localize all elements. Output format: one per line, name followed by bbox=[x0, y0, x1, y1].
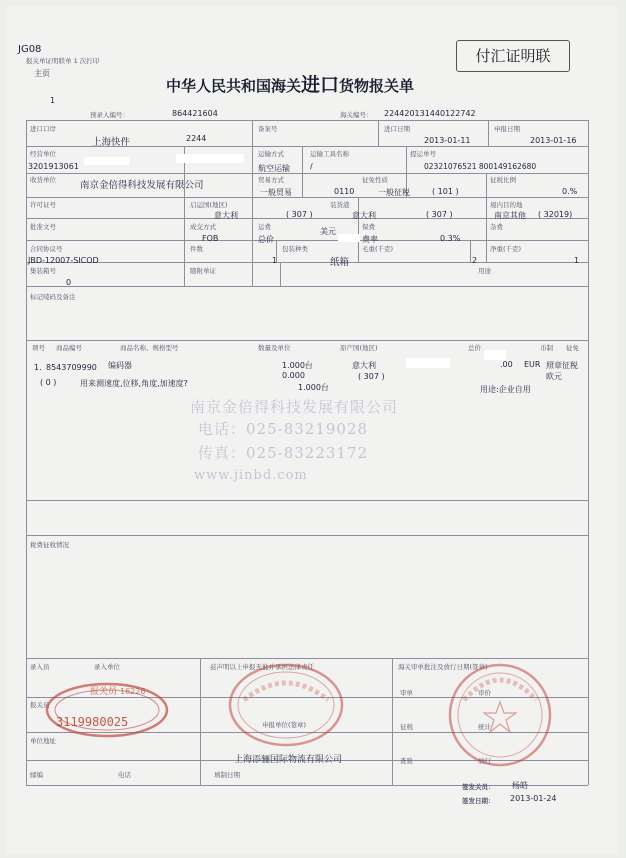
customs-notes-label: 海关审单批注及放行日期(签章) bbox=[398, 663, 488, 671]
destination-code: ( 32019) bbox=[538, 210, 573, 219]
customs-number: 224420131440122742 bbox=[384, 109, 476, 118]
loading-port-label: 装货港 bbox=[330, 201, 350, 209]
goods-origin-code: ( 307 ) bbox=[358, 372, 385, 381]
loading-port-code: ( 307 ) bbox=[426, 210, 453, 219]
misc-fee-label: 杂费 bbox=[490, 223, 503, 231]
levy-nature-code: ( 101 ) bbox=[432, 187, 459, 196]
price-review-label: 审价 bbox=[478, 689, 491, 697]
origin-country: 意大利 bbox=[214, 211, 238, 220]
marks-label: 标记唛码及备注 bbox=[30, 293, 76, 301]
docs-label: 随附单证 bbox=[190, 267, 216, 275]
deal-mode-label: 成交方式 bbox=[190, 223, 216, 231]
levy-ratio: 0.% bbox=[562, 187, 578, 196]
goods-qty-1: 1.000台 bbox=[282, 361, 313, 370]
page-number: 1 bbox=[50, 96, 56, 105]
goods-header-hs: 商品编号 bbox=[56, 344, 82, 352]
origin-country-code: ( 307 ) bbox=[286, 210, 313, 219]
redaction-operator-2 bbox=[176, 154, 244, 163]
tax-label: 税费征收情况 bbox=[30, 541, 69, 549]
goods-item-number: 1. bbox=[34, 363, 42, 372]
signer-name: 杨皓 bbox=[512, 781, 528, 790]
sign-date-label: 签发日期： bbox=[462, 797, 495, 805]
declarer-code: 3119980025 bbox=[56, 715, 129, 729]
destination: 南京其他 bbox=[494, 211, 526, 220]
freight-label: 运费 bbox=[258, 223, 271, 231]
import-port-label: 进口口岸 bbox=[30, 125, 56, 133]
page-title: 中华人民共和国海关进口货物报关单 bbox=[166, 74, 415, 96]
fee-rate-tag: 费率 bbox=[362, 235, 378, 244]
signer-label: 签发关员： bbox=[462, 783, 495, 791]
insurance-label: 保费 bbox=[362, 223, 375, 231]
contract-label: 合同协议号 bbox=[30, 245, 63, 253]
customs-seal bbox=[440, 660, 560, 770]
transport-mode-label: 运输方式 bbox=[258, 150, 284, 158]
container-label: 集装箱号 bbox=[30, 267, 56, 275]
transport-mode: 航空运输 bbox=[258, 164, 290, 173]
goods-header-item: 项号 bbox=[32, 344, 45, 352]
goods-origin: 意大利 bbox=[352, 361, 376, 370]
trade-mode: 一般贸易 bbox=[260, 188, 292, 197]
goods-header-total: 总价 bbox=[468, 344, 481, 352]
package-label: 包装种类 bbox=[282, 245, 308, 253]
pre-entry-number: 864421604 bbox=[172, 109, 218, 118]
goods-currency-name: 欧元 bbox=[546, 372, 562, 381]
net-weight: 1 bbox=[574, 256, 580, 265]
approval-label: 批准文号 bbox=[30, 223, 56, 231]
consignee: 南京金倍得科技发展有限公司 bbox=[80, 180, 204, 191]
entry-clerk-label: 录入员 bbox=[30, 663, 50, 671]
levy-nature-label: 征免性质 bbox=[362, 176, 388, 184]
inspect-label: 查验 bbox=[400, 757, 413, 765]
goods-levy: 照章征税 bbox=[546, 361, 578, 370]
goods-total: .00 bbox=[500, 360, 513, 369]
bill-number: 02321076521 800149162680 bbox=[424, 162, 537, 171]
copy-note: 报关单证明联单 1 次打印 bbox=[26, 57, 100, 65]
transport-name-label: 运输工具名称 bbox=[310, 150, 349, 158]
redaction-freight bbox=[338, 234, 360, 242]
filing-number-label: 备案号 bbox=[258, 125, 278, 133]
net-weight-label: 净重(千克) bbox=[490, 245, 522, 253]
license-label: 许可证号 bbox=[30, 201, 56, 209]
loading-port: 意大利 bbox=[352, 211, 376, 220]
review-label: 审单 bbox=[400, 689, 413, 697]
main-page-label: 主页 bbox=[34, 69, 50, 78]
goods-header-currency: 币制 bbox=[540, 344, 553, 352]
destination-label: 境内目的地 bbox=[490, 201, 523, 209]
gross-weight-label: 毛重(千克) bbox=[362, 245, 394, 253]
company-seal bbox=[226, 660, 346, 750]
import-date-label: 进口日期 bbox=[384, 125, 410, 133]
goods-currency: EUR bbox=[524, 360, 541, 369]
operator-code: 3201913061 bbox=[28, 162, 79, 171]
goods-use: 用途:企业自用 bbox=[480, 385, 531, 394]
goods-spec: 用来测速度,位移,角度,加速度? bbox=[80, 379, 188, 388]
watermark-fax: 传真：025-83223172 bbox=[198, 444, 369, 462]
transport-name: / bbox=[310, 162, 313, 171]
phone-label: 电话 bbox=[118, 771, 131, 779]
pieces: 1 bbox=[272, 256, 278, 265]
declare-date-label: 申报日期 bbox=[494, 125, 520, 133]
release-label: 放行 bbox=[478, 757, 491, 765]
goods-header-qty: 数量及单位 bbox=[258, 344, 291, 352]
pieces-label: 件数 bbox=[190, 245, 203, 253]
postcode-label: 邮编 bbox=[30, 771, 43, 779]
declarer-label: 报关员 bbox=[30, 701, 50, 709]
unit-address-label: 单位地址 bbox=[30, 737, 56, 745]
goods-qty-3: 1.000台 bbox=[298, 383, 329, 392]
watermark-company: 南京金倍得科技发展有限公司 bbox=[190, 398, 399, 416]
customs-number-label: 海关编号： bbox=[340, 111, 373, 119]
bill-number-label: 提运单号 bbox=[410, 150, 436, 158]
deal-mode: FOB bbox=[202, 234, 219, 243]
payment-proof-stamp: 付汇证明联 bbox=[456, 40, 570, 72]
fill-date-label: 填制日期 bbox=[214, 771, 240, 779]
watermark-phone: 电话：025-83219028 bbox=[198, 420, 369, 438]
form-code: JG08 bbox=[18, 44, 42, 55]
goods-name: 编码器 bbox=[108, 361, 132, 370]
declare-unit-label: 申报单位(签章) bbox=[262, 721, 307, 729]
stats-label: 统计 bbox=[478, 723, 491, 731]
goods-qty-2: 0.000 bbox=[282, 371, 305, 380]
goods-hs-code: 8543709990 bbox=[46, 363, 97, 372]
sign-date: 2013-01-24 bbox=[510, 794, 557, 803]
redaction-operator-1 bbox=[84, 157, 130, 165]
total-price-tag: 总价 bbox=[258, 235, 274, 244]
goods-header-origin: 原产国(地区) bbox=[340, 344, 378, 352]
goods-header-name: 商品名称、规格型号 bbox=[120, 344, 179, 352]
declarer-stamp-ring: 16226 bbox=[120, 687, 146, 696]
fee-rate-value: 0.3% bbox=[440, 234, 461, 243]
import-date: 2013-01-11 bbox=[424, 136, 471, 145]
agent-company: 上海添骊国际物流有限公司 bbox=[234, 755, 343, 765]
redaction-unit-price bbox=[406, 358, 450, 368]
contract-number: JBD-12007-SICOD bbox=[28, 256, 99, 265]
trade-mode-code: 0110 bbox=[334, 187, 355, 196]
goods-header-levy: 征免 bbox=[566, 344, 579, 352]
fee-currency: 美元 bbox=[320, 227, 336, 236]
entry-unit-label: 录入单位 bbox=[94, 663, 120, 671]
import-port: 上海快件 bbox=[92, 137, 131, 148]
origin-country-label: 启运国(地区) bbox=[190, 201, 228, 209]
pre-entry-label: 预录入编号： bbox=[90, 111, 129, 119]
trade-mode-label: 贸易方式 bbox=[258, 176, 284, 184]
watermark-site: www.jinbd.com bbox=[194, 468, 308, 483]
use-label: 用途 bbox=[478, 267, 491, 275]
redaction-total-price bbox=[484, 350, 506, 360]
goods-seq-code: ( 0 ) bbox=[40, 378, 57, 387]
levy-ratio-label: 征税比例 bbox=[490, 176, 516, 184]
declare-date: 2013-01-16 bbox=[530, 136, 577, 145]
levy-nature: 一般征税 bbox=[378, 188, 410, 197]
declarer-stamp bbox=[42, 680, 172, 740]
import-port-code: 2244 bbox=[186, 134, 207, 143]
consignee-label: 收货单位 bbox=[30, 176, 56, 184]
declaration-text: 兹声明以上申报无讹并承担法律责任 bbox=[210, 663, 314, 671]
package: 纸箱 bbox=[330, 257, 350, 268]
levy-label: 征税 bbox=[400, 723, 413, 731]
container-number: 0 bbox=[66, 278, 72, 287]
gross-weight: 2 bbox=[472, 256, 478, 265]
operator-label: 经营单位 bbox=[30, 150, 56, 158]
declarer-stamp-top: 报关员 bbox=[90, 687, 118, 697]
